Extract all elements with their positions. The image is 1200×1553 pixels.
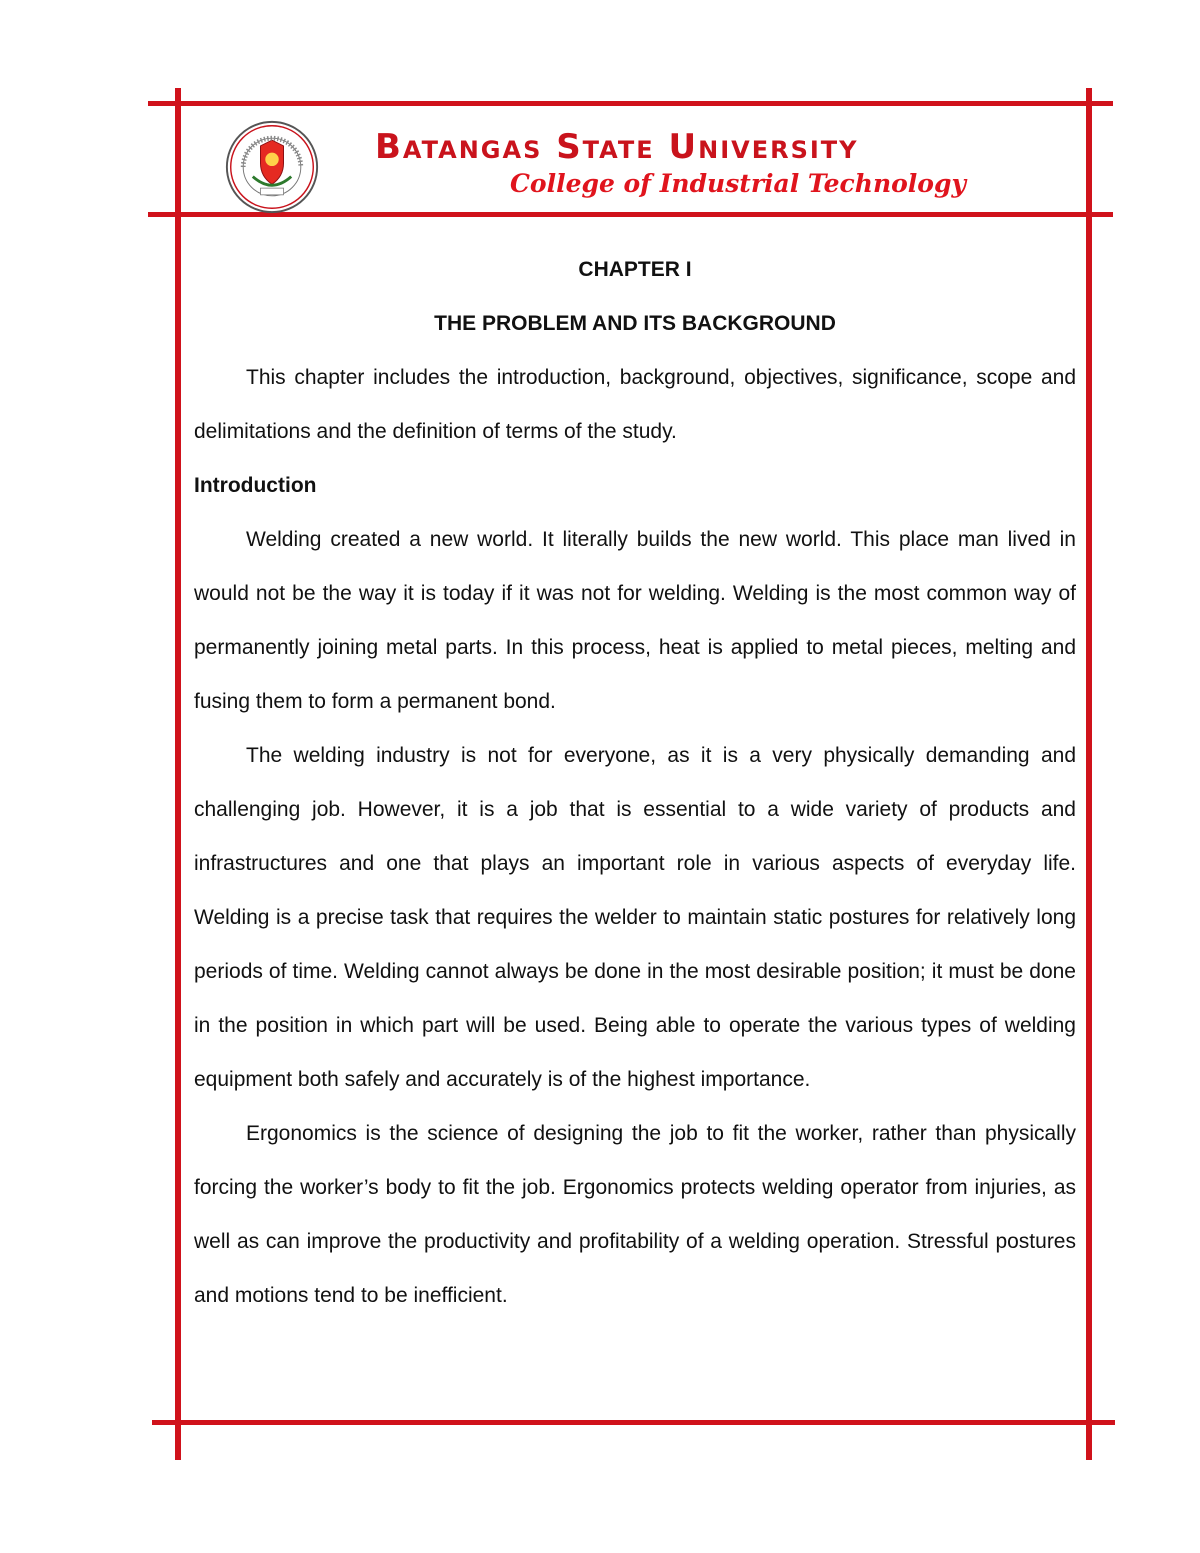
body-paragraph: Ergonomics is the science of designing the job to fit the worker, rather than physically forcing the worker’s body to fit the job. Ergonomics protects welding operator from injuries, as well as can improve the productivity and profitability of a welding operation. Stressful postures and motions tend to be inefficient. <box>194 1122 1076 1307</box>
chapter-overview-paragraph: This chapter includes the introduction, background, objectives, significance, scope and delimitations and the definition of terms of the study. <box>194 366 1076 443</box>
border-top-rule <box>148 101 1113 106</box>
college-name: College of Industrial Technology <box>510 169 966 198</box>
body-paragraph: Welding created a new world. It literally builds the new world. This place man lived in would not be the way it is today if it was not for welding. Welding is the most common way of permanently joining metal parts. In this process, heat is applied to metal pieces, melting and fusing them to form a permanent bond. <box>194 528 1076 713</box>
section-title-introduction: Introduction <box>194 474 317 497</box>
body-paragraph: The welding industry is not for everyone, as it is a very physically demanding and challenging job. However, it is a job that is essential to a wide variety of products and infrastructures and one that plays an important role in various aspects of everyday life. Welding is a precise task that requires the welder to maintain static postures for relatively long periods of time. Welding cannot always be done in the most desirable position; it must be done in the position in which part will be used. Being able to operate the various types of welding equipment both safely and accurately is of the highest importance. <box>194 744 1076 1091</box>
chapter-number: CHAPTER I <box>578 258 692 281</box>
border-right-rule <box>1086 88 1092 1460</box>
border-left-rule <box>175 88 181 1460</box>
border-bottom-rule <box>152 1420 1115 1425</box>
document-body <box>194 243 1076 1323</box>
university-name: Batangas State University <box>375 127 859 167</box>
chapter-title: THE PROBLEM AND ITS BACKGROUND <box>434 312 836 335</box>
university-seal-icon <box>224 119 320 215</box>
